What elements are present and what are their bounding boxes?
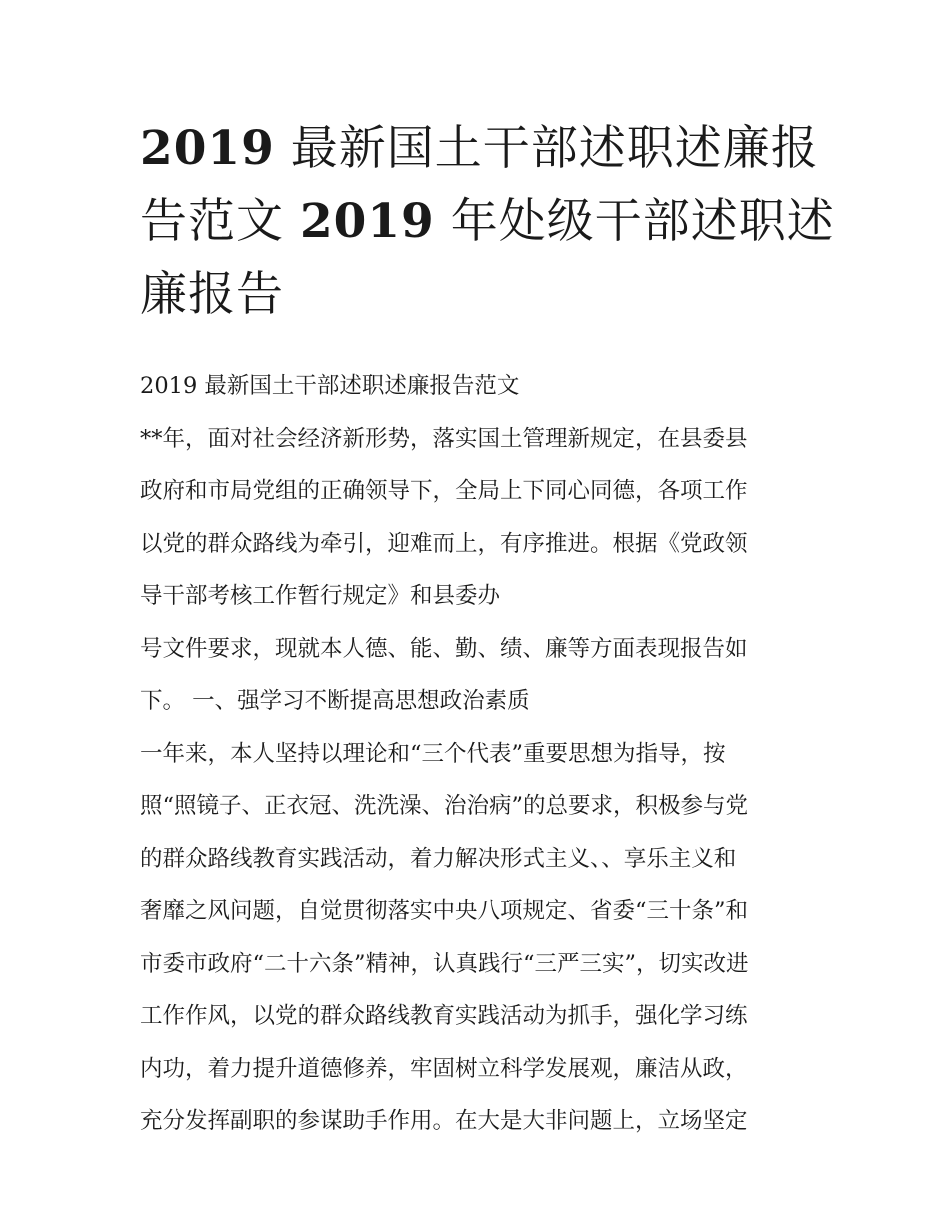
body-line: 导干部考核工作暂行规定》和县委办	[140, 583, 501, 609]
document-body	[140, 360, 830, 1148]
body-line: 号文件要求，现就本人德、能、勤、绩、廉等方面表现报告如	[140, 635, 748, 662]
title-text: 年处级干部述职述	[434, 194, 835, 249]
body-line: 工作作风，以党的群众路线教育实践活动为抓手，强化学习练	[140, 1003, 748, 1029]
title-line-1	[140, 112, 830, 185]
body-line: 的群众路线教育实践活动，着力解决形式主义、、享乐主义和	[140, 845, 737, 872]
body-line: 一年来，本人坚持以理论和“三个代表”重要思想为指导，按	[140, 740, 726, 767]
title-text: 最新国土干部述职述廉报	[274, 121, 819, 176]
title-year: 2019	[140, 121, 275, 176]
document-title	[140, 112, 835, 331]
body-line: 奢靡之风问题，自觉贯彻落实中央八项规定、省委“三十条”和	[140, 898, 749, 924]
body-line: 内功，着力提升道德修养，牢固树立科学发展观，廉洁从政，	[140, 1055, 748, 1082]
body-line: **年，面对社会经济新形势，落实国土管理新规定，在县委县	[140, 425, 748, 452]
title-line-2	[140, 185, 835, 258]
body-line: 下。 一、强学习不断提高思想政治素质	[140, 688, 530, 714]
body-line: 充分发挥副职的参谋助手作用。在大是大非问题上，立场坚定	[140, 1108, 748, 1134]
body-line: 2019 最新国土干部述职述廉报告范文	[140, 373, 520, 399]
title-line-3	[140, 258, 830, 331]
title-text: 告范文	[140, 194, 300, 249]
body-line: 照“照镜子、正衣冠、洗洗澡、治治病”的总要求，积极参与党	[140, 793, 749, 819]
body-line: 市委市政府“二十六条”精神，认真践行“三严三实”，切实改进	[140, 950, 749, 977]
title-year: 2019	[299, 194, 435, 249]
body-line: 以党的群众路线为牵引，迎难而上，有序推进。根据《党政领	[140, 530, 748, 557]
body-line: 政府和市局党组的正确领导下，全局上下同心同德，各项工作	[140, 478, 748, 504]
title-text: 廉报告	[140, 267, 284, 322]
